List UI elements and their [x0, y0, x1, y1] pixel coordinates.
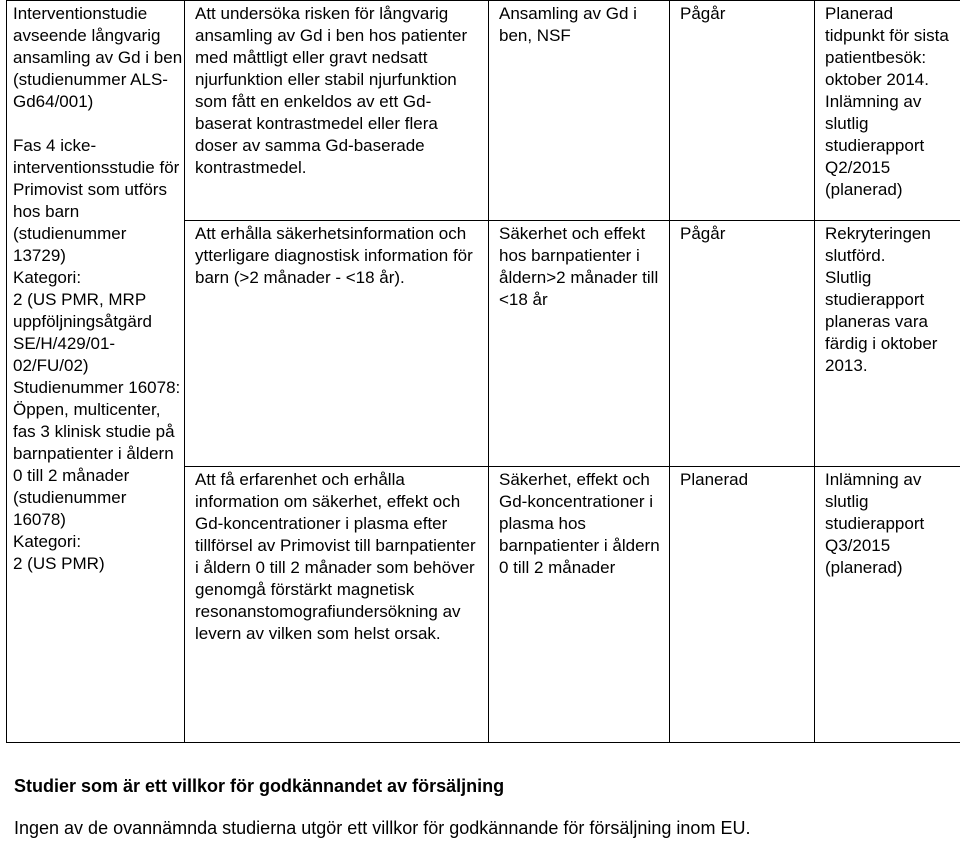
- topic-cell: [489, 221, 670, 467]
- objective-cell: [185, 1, 489, 221]
- objective-cell: [185, 467, 489, 743]
- timeline-text: Planerad tidpunkt för sista patientbesök: oktober 2014. Inlämning av slutlig studierapport Q2/2015 (planerad): [825, 4, 949, 199]
- table-row: [7, 1, 960, 221]
- status-cell: [670, 467, 815, 743]
- section-heading: Studier som är ett villkor för godkännandet av försäljning: [14, 776, 505, 796]
- status-cell: [670, 1, 815, 221]
- timeline-cell: [815, 1, 960, 221]
- timeline-text: Rekryteringen slutförd. Slutlig studierapport planeras vara färdig i oktober 2013.: [825, 224, 938, 375]
- studies-text: Interventionstudie avseende långvarig ansamling av Gd i ben (studienummer ALS-Gd64/001) Fas 4 icke-interventionsstudie för Primovist som utförs hos barn (studienummer 13729) Kategori: 2 (US PMR, MRP uppföljningsåtgärd SE/H/429/01-02/FU/02) Studienummer 16078: Öppen, multicenter, fas 3 klinisk studie på barnpatienter i åldern 0 till 2 månader (studienummer 16078) Kategori: 2 (US PMR): [13, 4, 183, 573]
- status-text: Pågår: [680, 4, 726, 23]
- objective-text: Att erhålla säkerhetsinformation och ytterligare diagnostisk information för barn (>2 månader - <18 år).: [195, 224, 473, 287]
- timeline-cell: [815, 221, 960, 467]
- topic-text: Säkerhet, effekt och Gd-koncentrationer i plasma hos barnpatienter i åldern 0 till 2 månader: [499, 470, 660, 577]
- objective-cell: [185, 221, 489, 467]
- objective-text: Att undersöka risken för långvarig ansamling av Gd i ben hos patienter med måttligt eller gravt nedsatt njurfunktion eller stabil njurfunktion som fått en enkeldos av ett Gd-baserat kontrastmedel eller flera doser av samma Gd-baserade kontrastmedel.: [195, 4, 468, 177]
- status-text: Planerad: [680, 470, 749, 489]
- studies-table: [6, 0, 960, 743]
- status-cell: [670, 221, 815, 467]
- studies-cell: [7, 1, 185, 743]
- topic-text: Säkerhet och effekt hos barnpatienter i åldern>2 månader till <18 år: [499, 224, 659, 309]
- topic-cell: [489, 1, 670, 221]
- status-text: Pågår: [680, 224, 726, 243]
- timeline-cell: [815, 467, 960, 743]
- objective-text: Att få erfarenhet och erhålla information om säkerhet, effekt och Gd-koncentrationer i plasma efter tillförsel av Primovist till barnpatienter i åldern 0 till 2 månader som behöver genomgå förstärkt magnetisk resonanstomografiundersökning av levern av vilken som helst orsak.: [195, 470, 476, 643]
- section-note: Ingen av de ovannämnda studierna utgör ett villkor för godkännande för försäljning inom EU.: [14, 818, 751, 838]
- topic-cell: [489, 467, 670, 743]
- timeline-text: Inlämning av slutlig studierapport Q3/2015 (planerad): [825, 470, 925, 577]
- topic-text: Ansamling av Gd i ben, NSF: [499, 4, 637, 45]
